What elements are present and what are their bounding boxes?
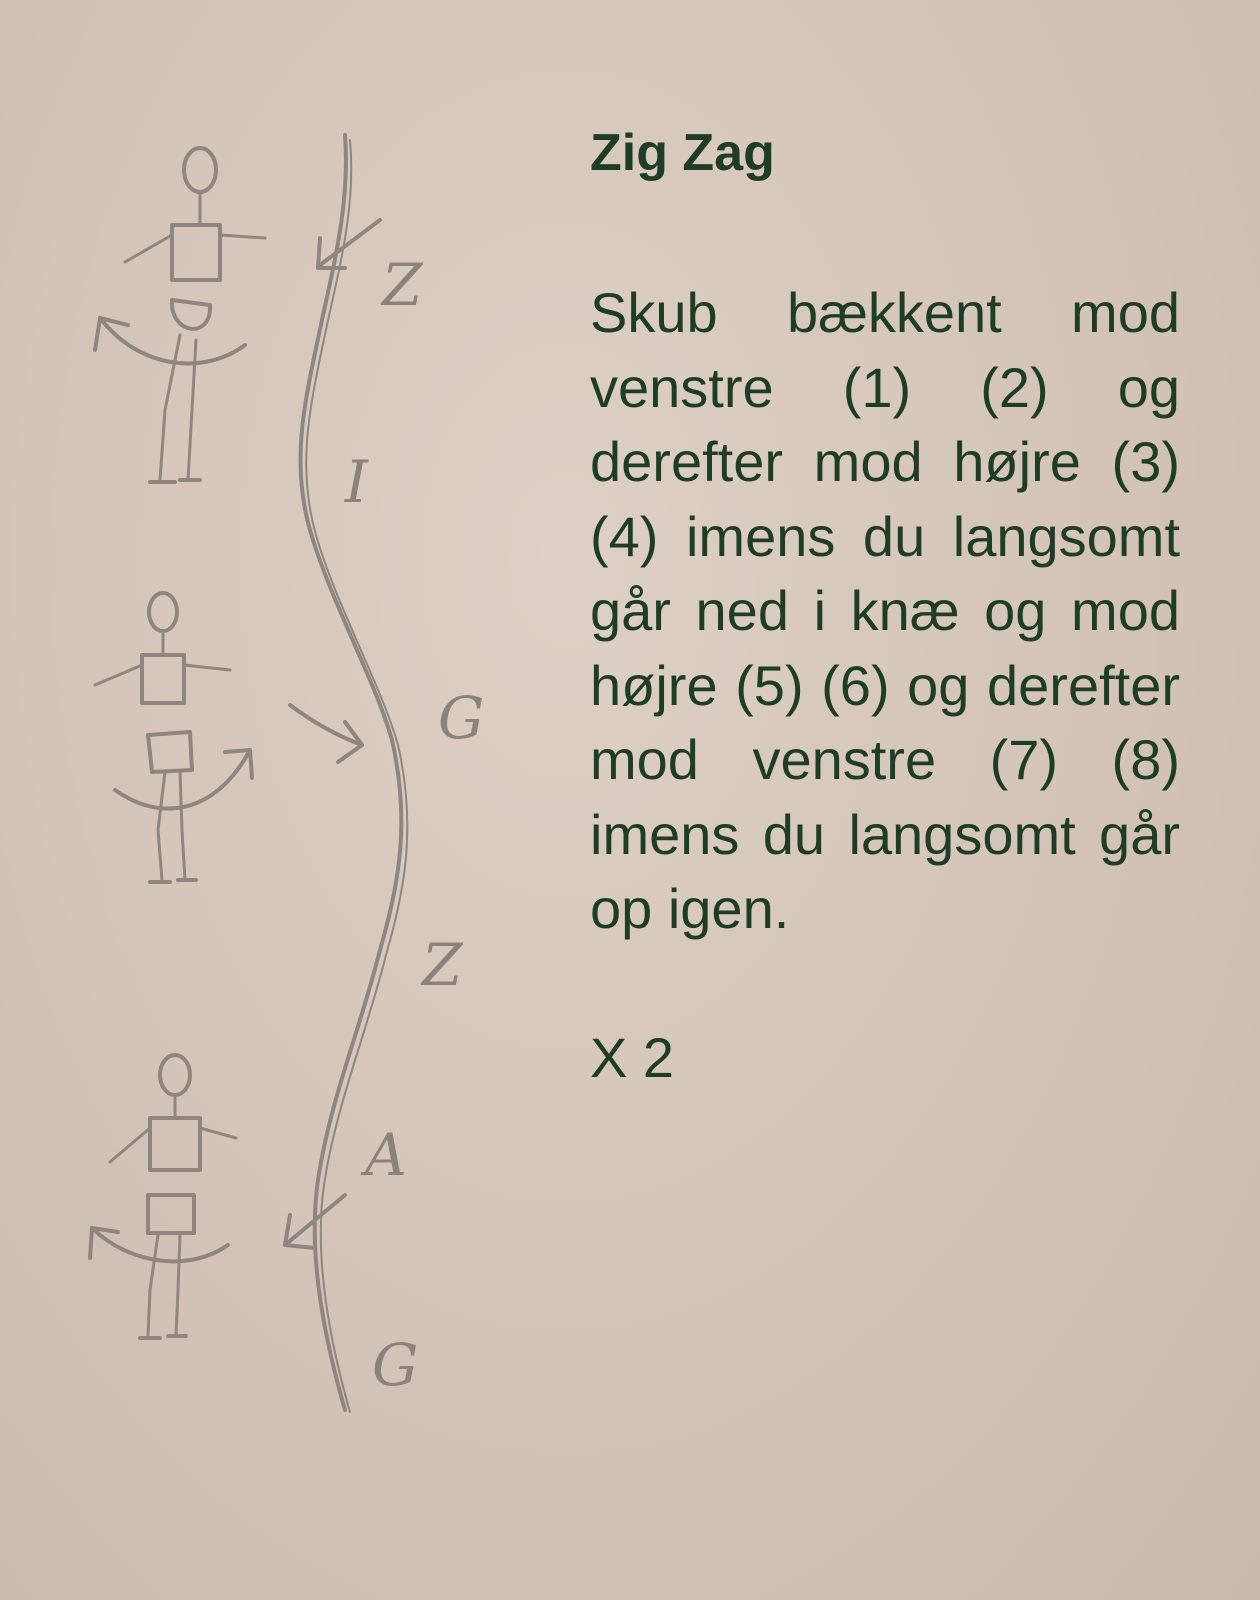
instruction-panel — [590, 118, 1180, 1095]
sketch-letter-g1: G — [438, 684, 485, 752]
stick-figure-2 — [95, 593, 252, 882]
page-title: Zig Zag — [590, 124, 775, 182]
arrow-top-icon — [318, 220, 380, 268]
sketch-letter-g2: G — [372, 1331, 419, 1399]
sketch-letter-i: I — [345, 448, 368, 516]
stick-figure-3 — [90, 1055, 236, 1338]
pencil-sketch-illustration — [0, 0, 560, 1600]
arrow-middle-icon — [290, 705, 362, 762]
sketch-letter-z2: Z — [422, 931, 463, 999]
stick-figure-1 — [95, 148, 265, 482]
sketch-letter-z1: Z — [382, 251, 423, 319]
repeat-count: X 2 — [590, 1025, 675, 1089]
instruction-text: Skub bækkent mod venstre (1) (2) og derefter mod højre (3) (4) imens du langsomt går ned i knæ og mod højre (5) (6) og derefter mod venstre (7) (8) imens du langsomt går op igen. — [590, 281, 1180, 940]
sketch-letter-a: A — [365, 1121, 407, 1189]
